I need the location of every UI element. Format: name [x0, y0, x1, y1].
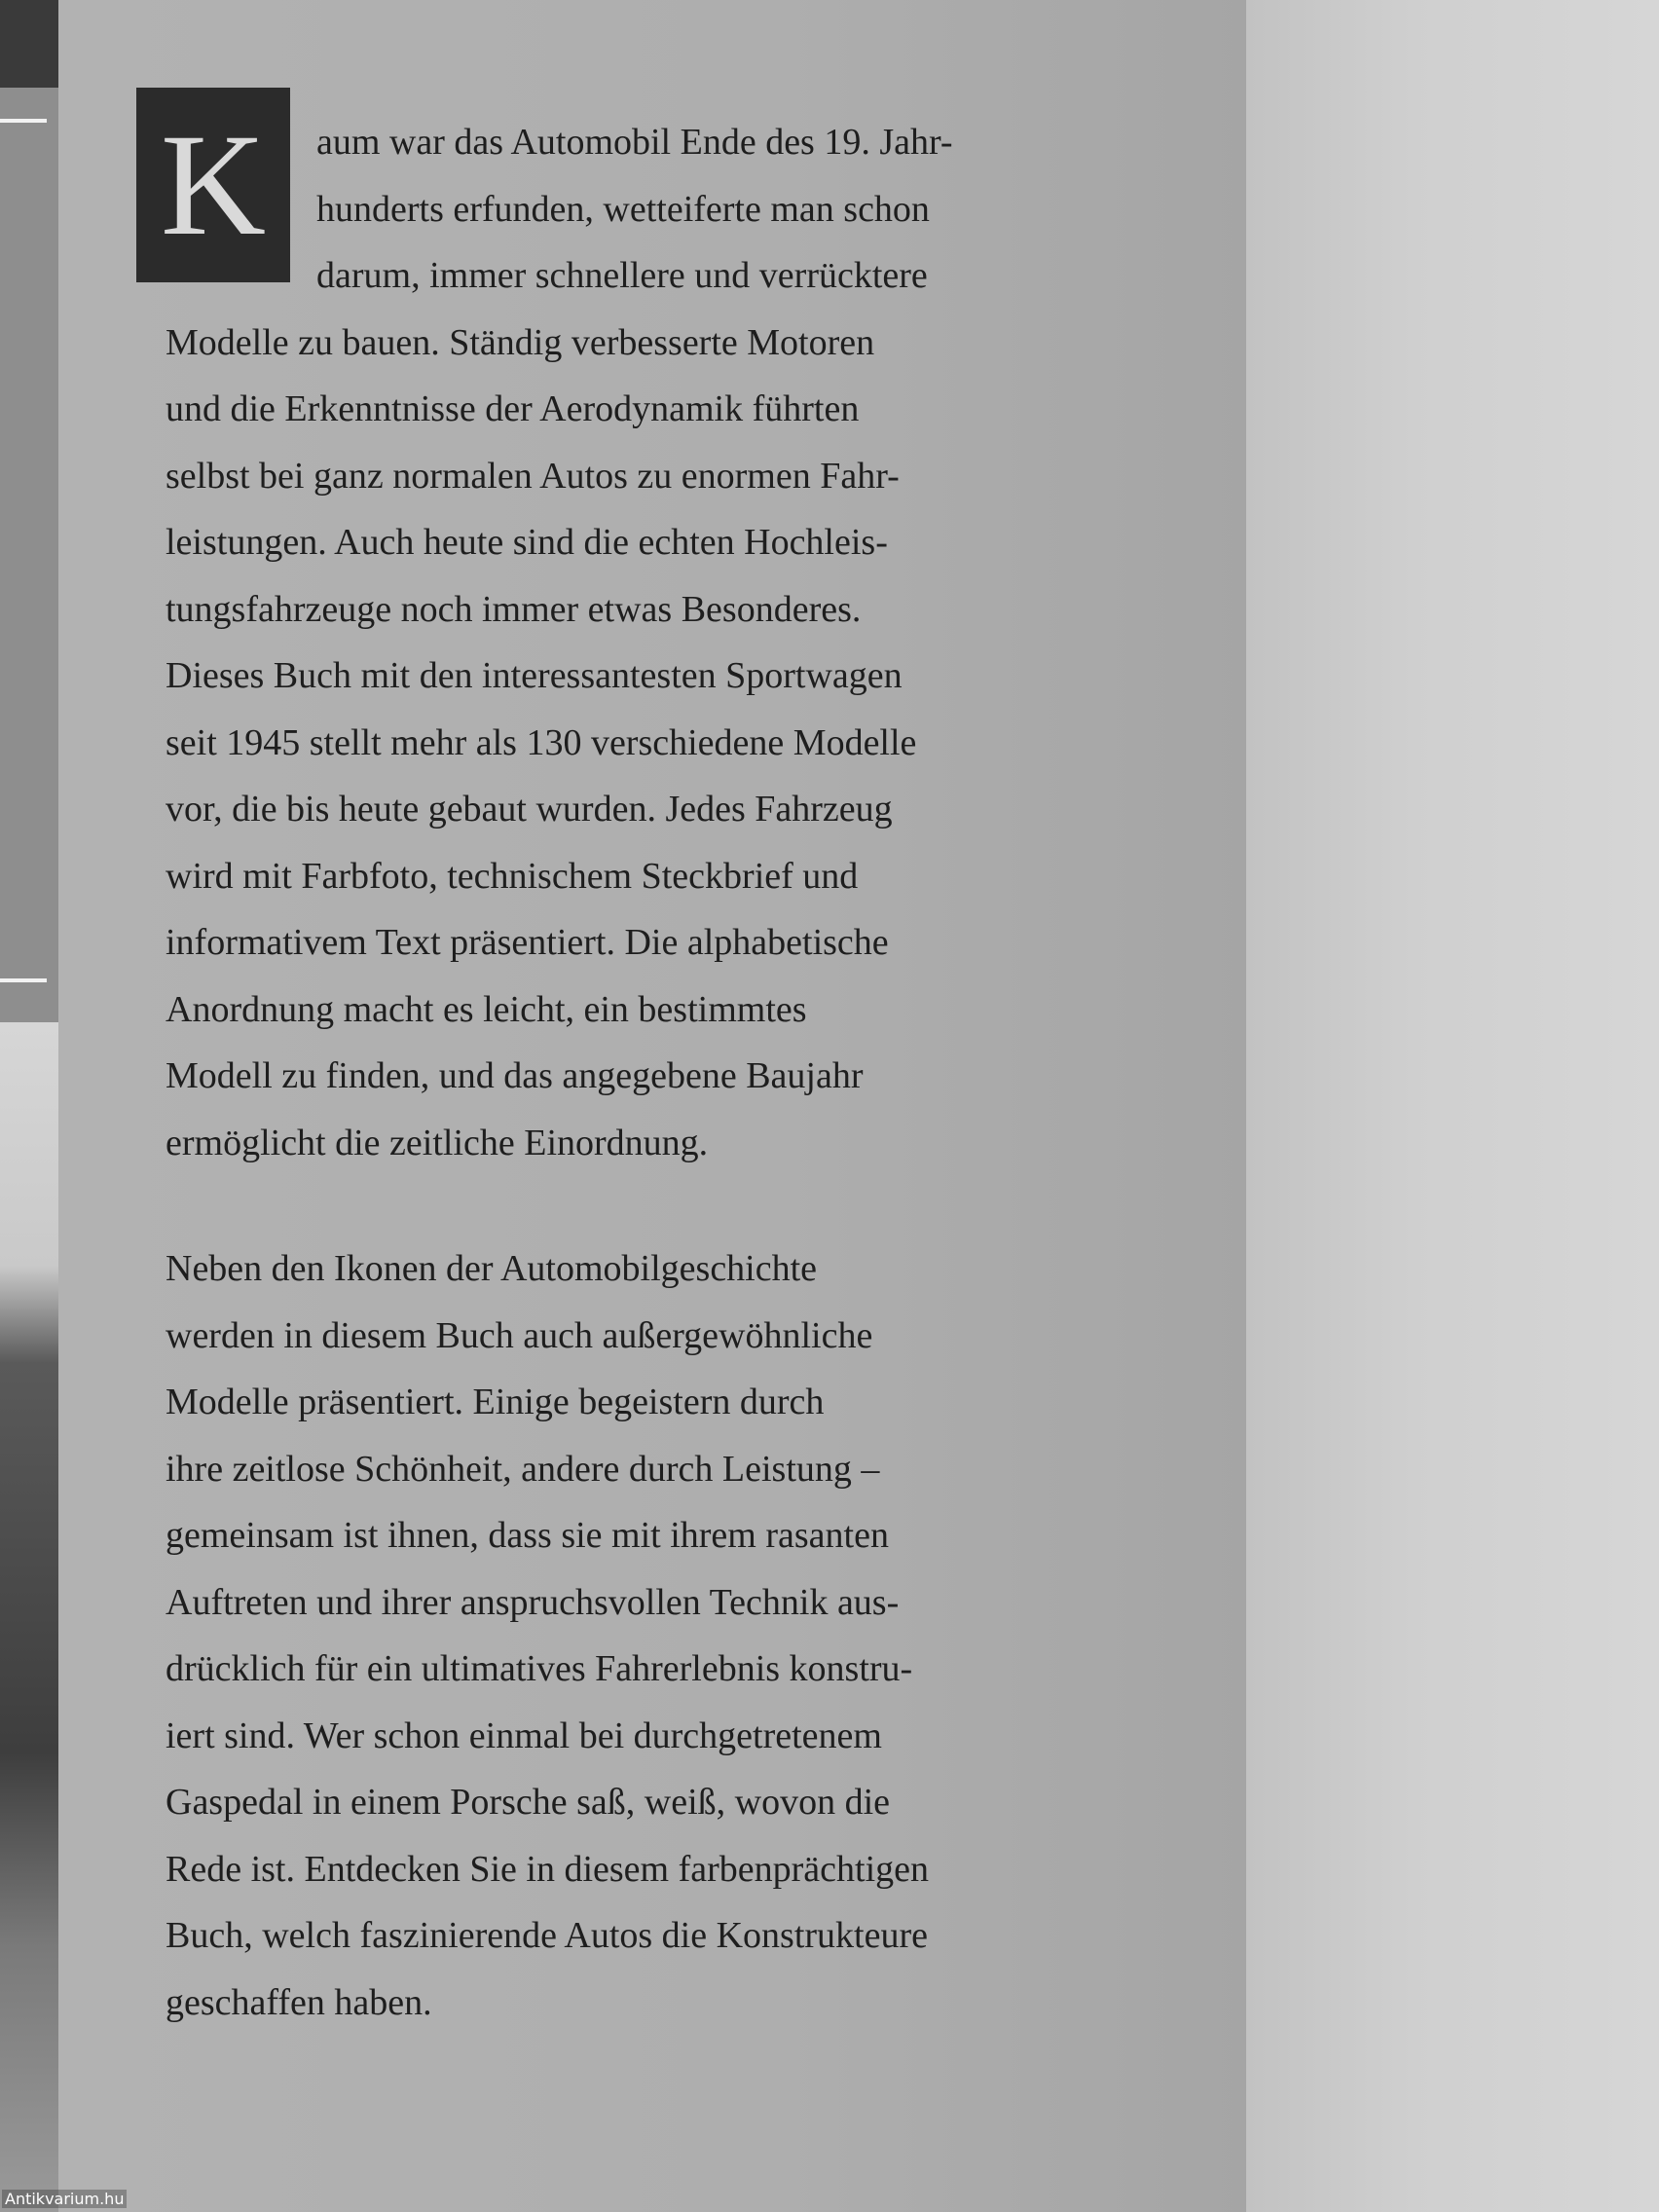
watermark: Antikvarium.hu [2, 2190, 127, 2208]
text-line: werden in diesem Buch auch außergewöhnliche [166, 1314, 873, 1356]
text-line: seit 1945 stellt mehr als 130 verschiedene Modelle [166, 721, 917, 763]
text-line: selbst bei ganz normalen Autos zu enormen Fahr- [166, 455, 900, 497]
text-line: hunderts erfunden, wetteiferte man schon [316, 188, 930, 230]
paragraph-2 [166, 1235, 1100, 2036]
text-line: tungsfahrzeuge noch immer etwas Besonderes. [166, 588, 862, 630]
text-line: vor, die bis heute gebaut wurden. Jedes Fahrzeug [166, 789, 893, 830]
text-line: drücklich für ein ultimatives Fahrerlebnis konstru- [166, 1648, 913, 1689]
divider-rule-middle [0, 978, 47, 982]
text-line: darum, immer schnellere und verrücktere [316, 255, 928, 296]
text-line: geschaffen haben. [166, 1981, 432, 2023]
right-page [1246, 0, 1659, 2212]
text-line: Modelle zu bauen. Ständig verbesserte Motoren [166, 321, 875, 363]
text-line: ermöglicht die zeitliche Einordnung. [166, 1122, 709, 1163]
drop-cap: K [136, 88, 290, 282]
text-line: leistungen. Auch heute sind die echten Hochleis- [166, 522, 888, 563]
divider-rule-top [0, 119, 47, 123]
text-line: gemeinsam ist ihnen, dass sie mit ihrem rasanten [166, 1515, 889, 1556]
paragraph-1 [166, 109, 1100, 1176]
text-line: Neben den Ikonen der Automobilgeschichte [166, 1248, 818, 1289]
text-line: informativem Text präsentiert. Die alphabetische [166, 922, 889, 963]
text-line: Gaspedal in einem Porsche saß, weiß, wovon die [166, 1782, 890, 1823]
adjacent-photo-strip [0, 0, 58, 2212]
text-line: Buch, welch faszinierende Autos die Konstrukteure [166, 1915, 928, 1956]
text-line: Dieses Buch mit den interessantesten Sportwagen [166, 655, 903, 696]
text-line: iert sind. Wer schon einmal bei durchgetretenem [166, 1714, 882, 1756]
text-line: aum war das Automobil Ende des 19. Jahr- [316, 122, 953, 163]
text-line: Anordnung macht es leicht, ein bestimmtes [166, 988, 807, 1030]
text-line: Rede ist. Entdecken Sie in diesem farbenprächtigen [166, 1848, 930, 1890]
text-line: Auftreten und ihrer anspruchsvollen Technik aus- [166, 1581, 900, 1623]
text-line: Modelle präsentiert. Einige begeistern durch [166, 1382, 825, 1422]
text-line: Modell zu finden, und das angegebene Baujahr [166, 1055, 864, 1096]
text-line: wird mit Farbfoto, technischem Steckbrief und [166, 855, 859, 897]
text-line: und die Erkenntnisse der Aerodynamik führten [166, 388, 860, 429]
text-line: ihre zeitlose Schönheit, andere durch Leistung – [166, 1448, 880, 1490]
